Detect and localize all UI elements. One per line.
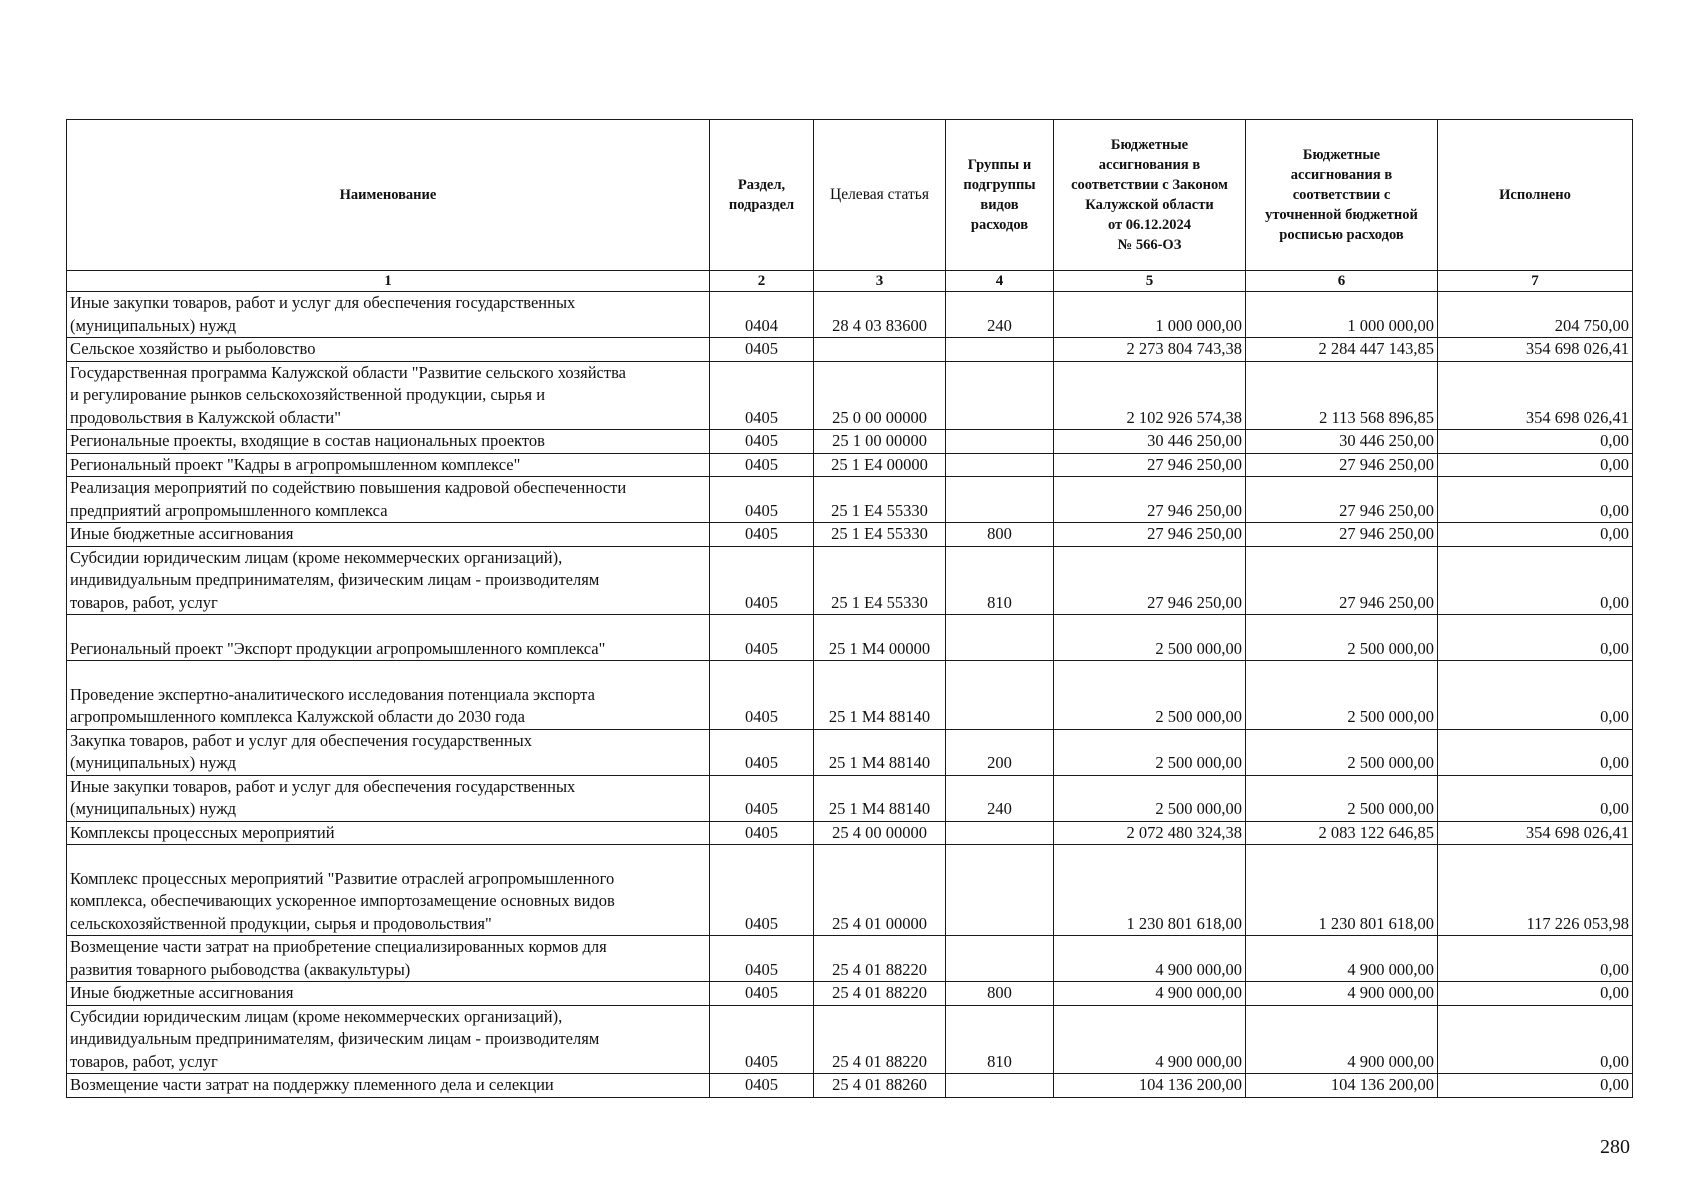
row-executed: 354 698 026,41: [1438, 821, 1633, 845]
row-target-article: 28 4 03 83600: [814, 292, 946, 338]
row-name: [67, 361, 710, 430]
row-name-line: Закупка товаров, работ и услуг для обеспечения государственных: [70, 730, 533, 750]
row-target-article: 25 4 00 00000: [814, 821, 946, 845]
column-number: 2: [710, 271, 814, 292]
row-section: 0405: [710, 430, 814, 454]
row-refined-allocation: 4 900 000,00: [1246, 1005, 1438, 1074]
table-row: [67, 982, 1633, 1006]
row-refined-allocation: 2 500 000,00: [1246, 661, 1438, 730]
column-number: 6: [1246, 271, 1438, 292]
row-section: 0405: [710, 361, 814, 430]
row-target-article: 25 4 01 88220: [814, 1005, 946, 1074]
row-target-article: 25 1 М4 00000: [814, 615, 946, 661]
row-expense-group: 240: [946, 775, 1054, 821]
row-target-article: 25 1 00 00000: [814, 430, 946, 454]
row-section: 0405: [710, 546, 814, 615]
table-row: [67, 821, 1633, 845]
row-name-line: Иные закупки товаров, работ и услуг для обеспечения государственных: [70, 293, 576, 312]
row-executed: 0,00: [1438, 729, 1633, 775]
row-expense-group: 810: [946, 546, 1054, 615]
budget-execution-table: [66, 119, 1633, 1098]
row-target-article: 25 1 М4 88140: [814, 729, 946, 775]
row-name: [67, 982, 710, 1006]
row-name-line: Реализация мероприятий по содействию повышения кадровой обеспеченности: [70, 478, 627, 497]
row-name-line: товаров, работ, услуг: [70, 592, 218, 612]
table-row: [67, 292, 1633, 338]
row-name-line: товаров, работ, услуг: [70, 1051, 218, 1071]
row-name-line: [70, 846, 74, 865]
row-executed: 354 698 026,41: [1438, 361, 1633, 430]
row-name: [67, 845, 710, 936]
row-refined-allocation: 2 500 000,00: [1246, 775, 1438, 821]
row-executed: 117 226 053,98: [1438, 845, 1633, 936]
table-row: [67, 546, 1633, 615]
column-number-row: [67, 271, 1633, 292]
row-law-allocation: 2 500 000,00: [1054, 729, 1246, 775]
row-expense-group: 240: [946, 292, 1054, 338]
row-name: [67, 1074, 710, 1098]
header-name: Наименование: [67, 120, 710, 271]
row-name-line: Комплексы процессных мероприятий: [70, 822, 335, 842]
row-name-line: развития товарного рыбоводства (аквакультуры): [70, 959, 411, 979]
row-section: 0405: [710, 661, 814, 730]
row-expense-group: [946, 845, 1054, 936]
table-row: [67, 453, 1633, 477]
row-executed: 0,00: [1438, 477, 1633, 523]
row-law-allocation: 4 900 000,00: [1054, 982, 1246, 1006]
row-section: 0405: [710, 936, 814, 982]
row-law-allocation: 27 946 250,00: [1054, 523, 1246, 547]
row-executed: 0,00: [1438, 615, 1633, 661]
row-name-line: Иные бюджетные ассигнования: [70, 983, 294, 1002]
row-expense-group: [946, 338, 1054, 362]
row-law-allocation: 2 500 000,00: [1054, 661, 1246, 730]
row-name-line: [70, 662, 74, 681]
row-name-line: сельскохозяйственной продукции, сырья и продовольствия": [70, 913, 492, 933]
row-refined-allocation: 27 946 250,00: [1246, 523, 1438, 547]
row-target-article: 25 1 Е4 55330: [814, 546, 946, 615]
row-executed: 0,00: [1438, 775, 1633, 821]
row-law-allocation: 30 446 250,00: [1054, 430, 1246, 454]
row-name: [67, 430, 710, 454]
row-name: [67, 661, 710, 730]
row-refined-allocation: 1 230 801 618,00: [1246, 845, 1438, 936]
row-name-line: Проведение экспертно-аналитического исследования потенциала экспорта: [70, 684, 595, 704]
table-row: [67, 523, 1633, 547]
row-executed: 0,00: [1438, 1005, 1633, 1074]
table-row: [67, 845, 1633, 936]
row-law-allocation: 1 230 801 618,00: [1054, 845, 1246, 936]
row-name: [67, 477, 710, 523]
row-refined-allocation: 2 113 568 896,85: [1246, 361, 1438, 430]
column-number: 7: [1438, 271, 1633, 292]
row-name-line: Возмещение части затрат на поддержку племенного дела и селекции: [70, 1075, 554, 1094]
row-name-line: Региональный проект "Кадры в агропромышленном комплексе": [70, 454, 521, 474]
row-executed: 0,00: [1438, 453, 1633, 477]
row-law-allocation: 2 102 926 574,38: [1054, 361, 1246, 430]
row-section: 0404: [710, 292, 814, 338]
row-name-line: предприятий агропромышленного комплекса: [70, 500, 388, 520]
row-name: [67, 1005, 710, 1074]
row-refined-allocation: 2 083 122 646,85: [1246, 821, 1438, 845]
row-law-allocation: 2 500 000,00: [1054, 775, 1246, 821]
row-expense-group: [946, 1074, 1054, 1098]
row-executed: 0,00: [1438, 661, 1633, 730]
row-expense-group: [946, 661, 1054, 730]
row-name-line: (муниципальных) нужд: [70, 315, 237, 335]
row-name-line: Иные закупки товаров, работ и услуг для обеспечения государственных: [70, 776, 576, 796]
row-name: [67, 546, 710, 615]
row-executed: 0,00: [1438, 982, 1633, 1006]
row-name-line: Возмещение части затрат на приобретение специализированных кормов для: [70, 937, 607, 956]
row-expense-group: [946, 361, 1054, 430]
row-target-article: 25 4 01 88260: [814, 1074, 946, 1098]
row-name-line: комплекса, обеспечивающих ускоренное импортозамещение основных видов: [70, 891, 615, 910]
row-law-allocation: 2 500 000,00: [1054, 615, 1246, 661]
row-name: [67, 523, 710, 547]
row-target-article: 25 1 Е4 55330: [814, 523, 946, 547]
table-row: [67, 729, 1633, 775]
table-row: [67, 430, 1633, 454]
header-section: Раздел, подраздел: [710, 120, 814, 271]
row-expense-group: [946, 936, 1054, 982]
row-section: 0405: [710, 477, 814, 523]
row-target-article: 25 4 01 88220: [814, 982, 946, 1006]
row-name-line: индивидуальным предпринимателям, физическим лицам - производителям: [70, 1029, 600, 1048]
row-law-allocation: 27 946 250,00: [1054, 477, 1246, 523]
row-expense-group: 800: [946, 523, 1054, 547]
header-refined-allocations: Бюджетные ассигнования в соответствии с уточненной бюджетной росписью расходов: [1246, 120, 1438, 271]
row-executed: 0,00: [1438, 523, 1633, 547]
table-row: [67, 338, 1633, 362]
row-refined-allocation: 2 284 447 143,85: [1246, 338, 1438, 362]
row-refined-allocation: 27 946 250,00: [1246, 477, 1438, 523]
row-name: [67, 821, 710, 845]
column-number: 3: [814, 271, 946, 292]
header-law-allocations: Бюджетные ассигнования в соответствии с Законом Калужской области от 06.12.2024 № 566-ОЗ: [1054, 120, 1246, 271]
page-number: 280: [1600, 1136, 1630, 1158]
row-refined-allocation: 4 900 000,00: [1246, 982, 1438, 1006]
row-section: 0405: [710, 821, 814, 845]
row-name-line: Субсидии юридическим лицам (кроме некоммерческих организаций),: [70, 547, 563, 567]
row-target-article: 25 0 00 00000: [814, 361, 946, 430]
row-law-allocation: 2 072 480 324,38: [1054, 821, 1246, 845]
row-name: [67, 338, 710, 362]
row-law-allocation: 4 900 000,00: [1054, 1005, 1246, 1074]
row-target-article: 25 1 Е4 00000: [814, 453, 946, 477]
header-expense-groups: Группы и подгруппы видов расходов: [946, 120, 1054, 271]
row-section: 0405: [710, 615, 814, 661]
table-row: [67, 361, 1633, 430]
row-section: 0405: [710, 1074, 814, 1098]
row-name-line: Региональный проект "Экспорт продукции агропромышленного комплекса": [70, 638, 606, 658]
row-refined-allocation: 2 500 000,00: [1246, 729, 1438, 775]
row-name-line: (муниципальных) нужд: [70, 753, 237, 772]
table-row: [67, 1074, 1633, 1098]
row-expense-group: [946, 615, 1054, 661]
row-name: [67, 615, 710, 661]
row-name-line: Региональные проекты, входящие в состав национальных проектов: [70, 431, 545, 450]
row-target-article: 25 4 01 00000: [814, 845, 946, 936]
row-name-line: и регулирование рынков сельскохозяйственной продукции, сырья и: [70, 385, 546, 404]
row-name-line: (муниципальных) нужд: [70, 799, 237, 818]
table-row: [67, 477, 1633, 523]
table-row: [67, 615, 1633, 661]
row-name-line: Государственная программа Калужской области "Развитие сельского хозяйства: [70, 362, 626, 382]
row-expense-group: [946, 453, 1054, 477]
row-expense-group: [946, 430, 1054, 454]
row-name-line: Комплекс процессных мероприятий "Развитие отраслей агропромышленного: [70, 868, 615, 888]
row-target-article: [814, 338, 946, 362]
row-executed: 0,00: [1438, 430, 1633, 454]
row-name-line: продовольствия в Калужской области": [70, 407, 341, 427]
row-name-line: агропромышленного комплекса Калужской области до 2030 года: [70, 707, 525, 726]
row-law-allocation: 1 000 000,00: [1054, 292, 1246, 338]
row-law-allocation: 2 273 804 743,38: [1054, 338, 1246, 362]
row-target-article: 25 1 Е4 55330: [814, 477, 946, 523]
row-refined-allocation: 27 946 250,00: [1246, 546, 1438, 615]
row-name: [67, 453, 710, 477]
header-target-article: Целевая статья: [814, 120, 946, 271]
row-refined-allocation: 2 500 000,00: [1246, 615, 1438, 661]
row-section: 0405: [710, 1005, 814, 1074]
row-target-article: 25 4 01 88220: [814, 936, 946, 982]
row-section: 0405: [710, 453, 814, 477]
row-name-line: [70, 616, 74, 635]
row-name: [67, 775, 710, 821]
row-law-allocation: 104 136 200,00: [1054, 1074, 1246, 1098]
table-row: [67, 775, 1633, 821]
table-row: [67, 661, 1633, 730]
row-name-line: Субсидии юридическим лицам (кроме некоммерческих организаций),: [70, 1006, 563, 1026]
table-row: [67, 936, 1633, 982]
row-section: 0405: [710, 338, 814, 362]
row-refined-allocation: 4 900 000,00: [1246, 936, 1438, 982]
row-executed: 0,00: [1438, 546, 1633, 615]
row-name: [67, 292, 710, 338]
row-executed: 204 750,00: [1438, 292, 1633, 338]
row-section: 0405: [710, 523, 814, 547]
row-law-allocation: 27 946 250,00: [1054, 546, 1246, 615]
row-name: [67, 729, 710, 775]
row-name-line: индивидуальным предпринимателям, физическим лицам - производителям: [70, 570, 600, 589]
row-refined-allocation: 30 446 250,00: [1246, 430, 1438, 454]
row-expense-group: 200: [946, 729, 1054, 775]
row-refined-allocation: 104 136 200,00: [1246, 1074, 1438, 1098]
table-row: [67, 1005, 1633, 1074]
row-expense-group: 800: [946, 982, 1054, 1006]
row-section: 0405: [710, 775, 814, 821]
row-law-allocation: 4 900 000,00: [1054, 936, 1246, 982]
row-refined-allocation: 1 000 000,00: [1246, 292, 1438, 338]
row-refined-allocation: 27 946 250,00: [1246, 453, 1438, 477]
row-expense-group: [946, 477, 1054, 523]
row-name: [67, 936, 710, 982]
column-number: 1: [67, 271, 710, 292]
row-section: 0405: [710, 982, 814, 1006]
column-number: 4: [946, 271, 1054, 292]
row-section: 0405: [710, 729, 814, 775]
table-header-row: [67, 120, 1633, 271]
row-target-article: 25 1 М4 88140: [814, 775, 946, 821]
row-target-article: 25 1 М4 88140: [814, 661, 946, 730]
row-executed: 354 698 026,41: [1438, 338, 1633, 362]
row-law-allocation: 27 946 250,00: [1054, 453, 1246, 477]
row-name-line: Иные бюджетные ассигнования: [70, 524, 294, 543]
column-number: 5: [1054, 271, 1246, 292]
row-expense-group: [946, 821, 1054, 845]
row-executed: 0,00: [1438, 1074, 1633, 1098]
row-expense-group: 810: [946, 1005, 1054, 1074]
header-executed: Исполнено: [1438, 120, 1633, 271]
row-name-line: Сельское хозяйство и рыболовство: [70, 339, 316, 358]
row-section: 0405: [710, 845, 814, 936]
row-executed: 0,00: [1438, 936, 1633, 982]
